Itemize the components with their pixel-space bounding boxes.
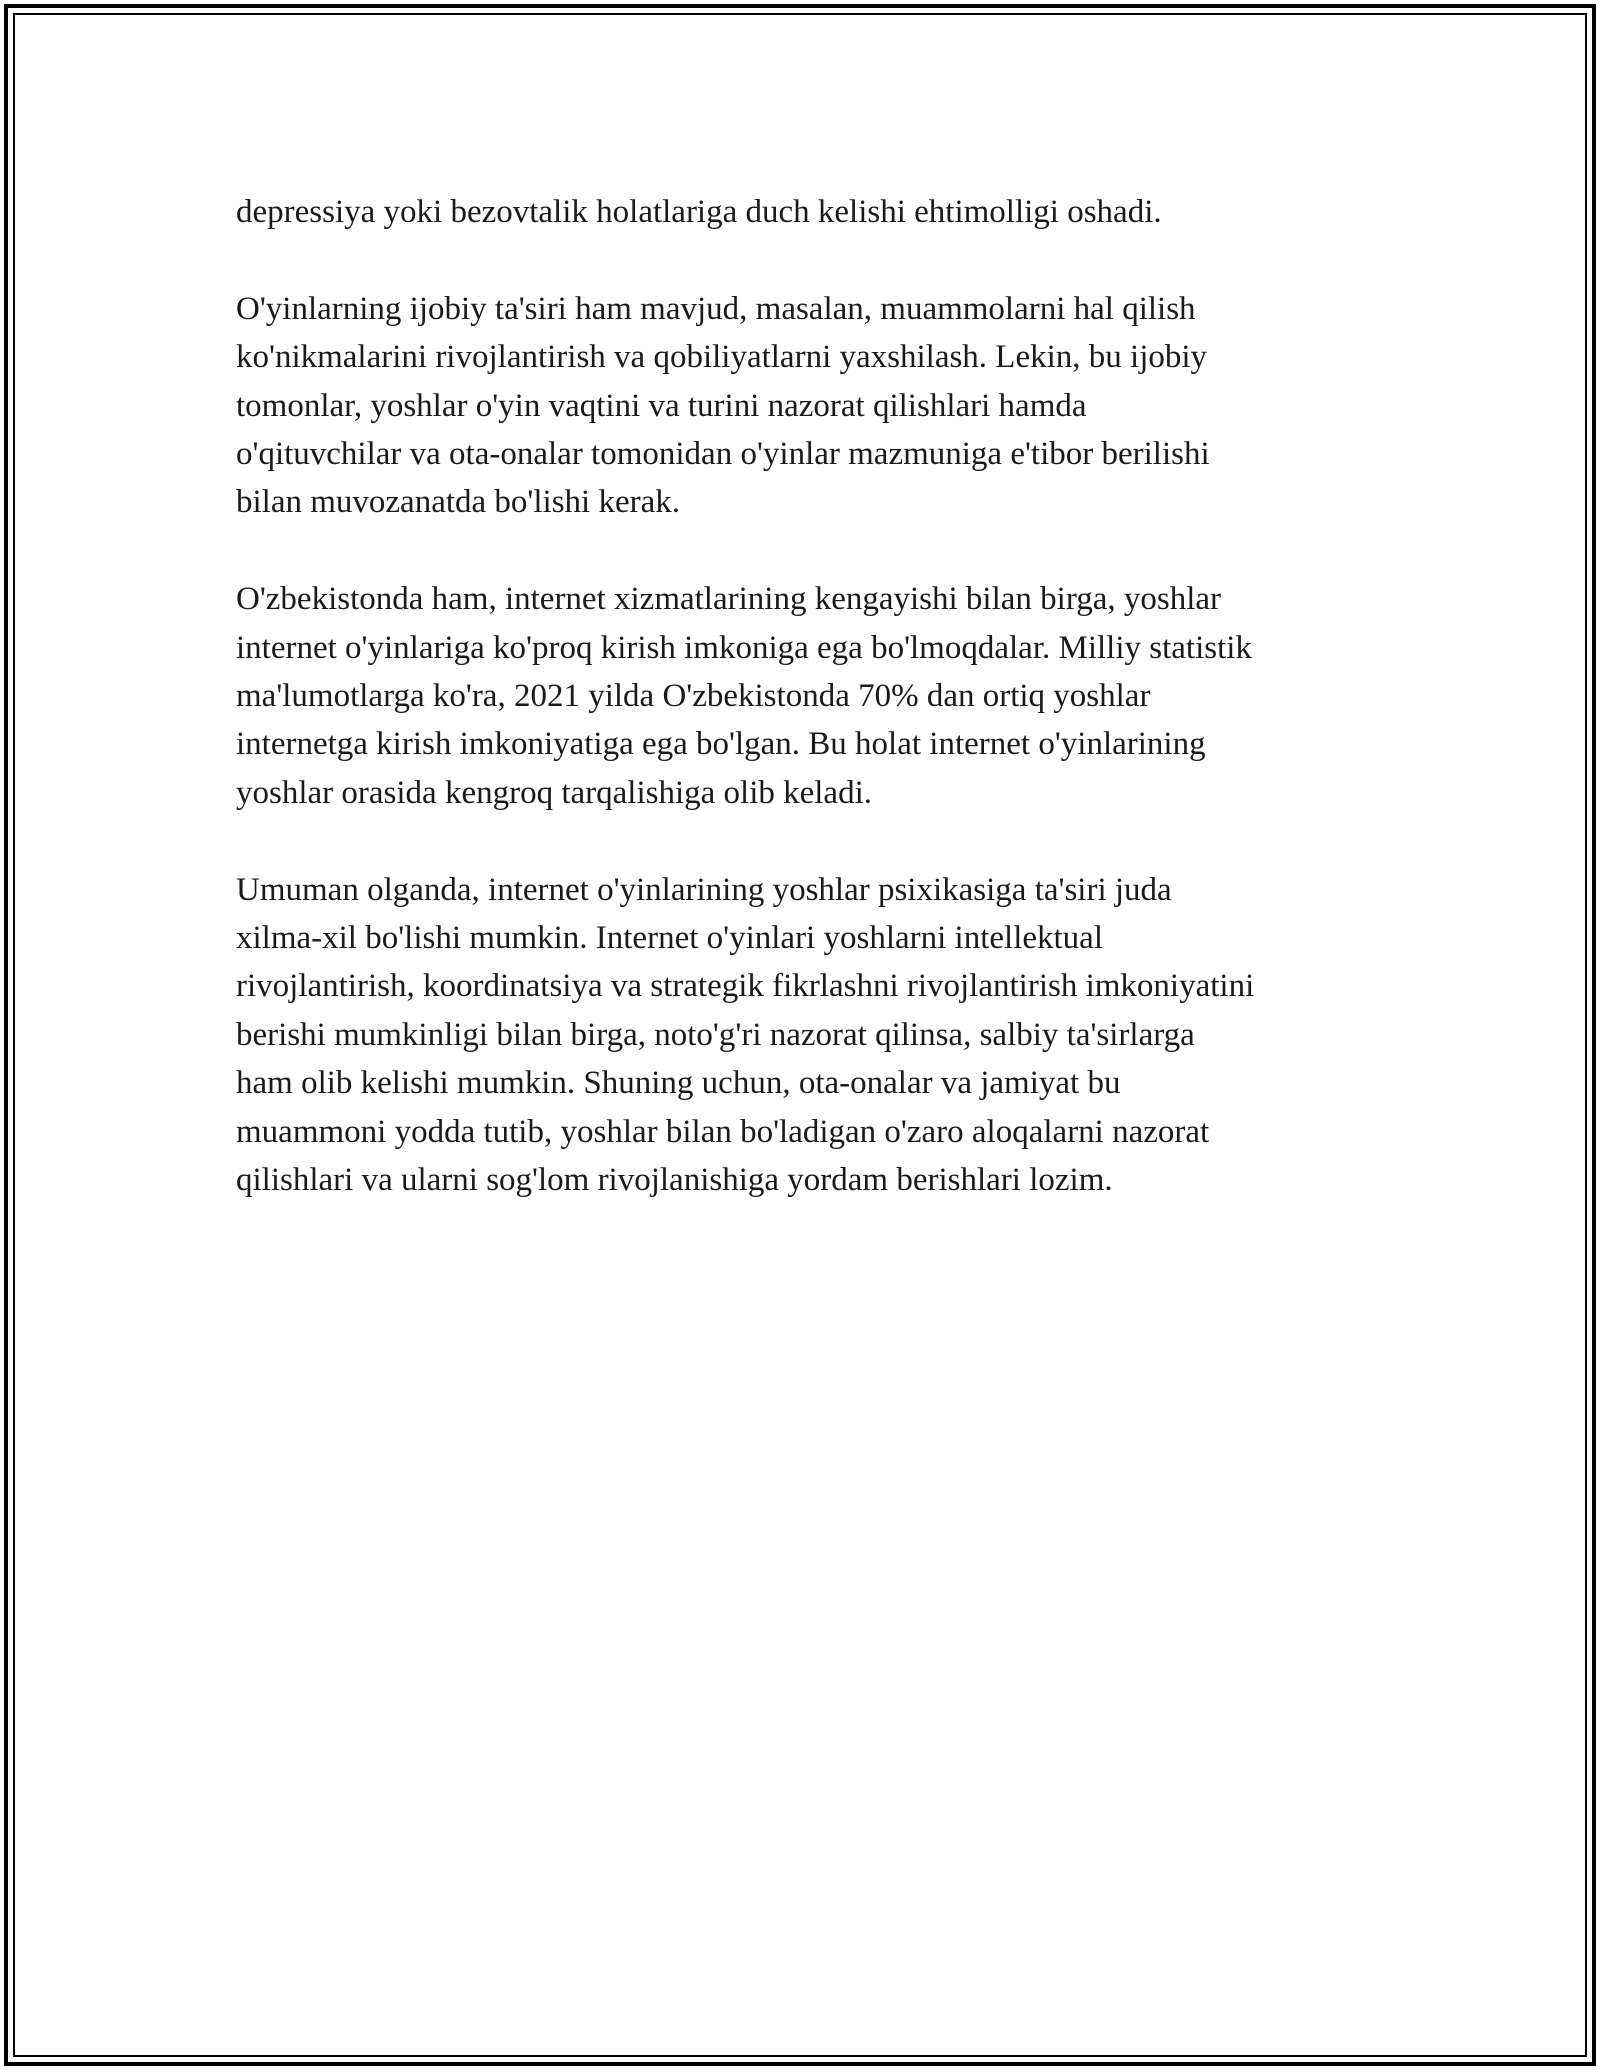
paragraph-4: Umuman olganda, internet o'yinlarining yoshlar psixikasiga ta'siri juda xilma-xil bo'lishi mumkin. Internet o'yinlari yoshlarni intellektual rivojlantirish, koordinatsiya va strategik fikrlashni rivojlantirish imkoniyatini berishi mumkinligi bilan birga, noto'g'ri nazorat qilinsa, salbiy ta'sirlarga ham olib kelishi mumkin. Shuning uchun, ota-onalar va jamiyat bu muammoni yodda tutib, yoshlar bilan bo'ladigan o'zaro aloqalarni nazorat qilishlari va ularni sog'lom rivojlanishiga yordam berishlari lozim.: [236, 871, 1255, 1199]
paragraph-1: depressiya yoki bezovtalik holatlariga duch kelishi ehtimolligi oshadi.: [236, 194, 1162, 230]
paragraph-2: O'yinlarning ijobiy ta'siri ham mavjud, masalan, muammolarni hal qilish ko'nikmalarini rivojlantirish va qobiliyatlarni yaxshilash. Lekin, bu ijobiy tomonlar, yoshlar o'yin vaqtini va turini nazorat qilishlari hamda o'qituvchilar va ota-onalar tomonidan o'yinlar mazmuniga e'tibor berilishi bilan muvozanatda bo'lishi kerak.: [236, 290, 1210, 521]
document-body: [236, 188, 1386, 1204]
paragraph-3: O'zbekistonda ham, internet xizmatlarining kengayishi bilan birga, yoshlar internet o'yinlariga ko'proq kirish imkoniga ega bo'lmoqdalar. Milliy statistik ma'lumotlarga ko'ra, 2021 yilda O'zbekistonda 70% dan ortiq yoshlar internetga kirish imkoniyatiga ega bo'lgan. Bu holat internet o'yinlarining yoshlar orasida kengroq tarqalishiga olib keladi.: [236, 581, 1252, 811]
